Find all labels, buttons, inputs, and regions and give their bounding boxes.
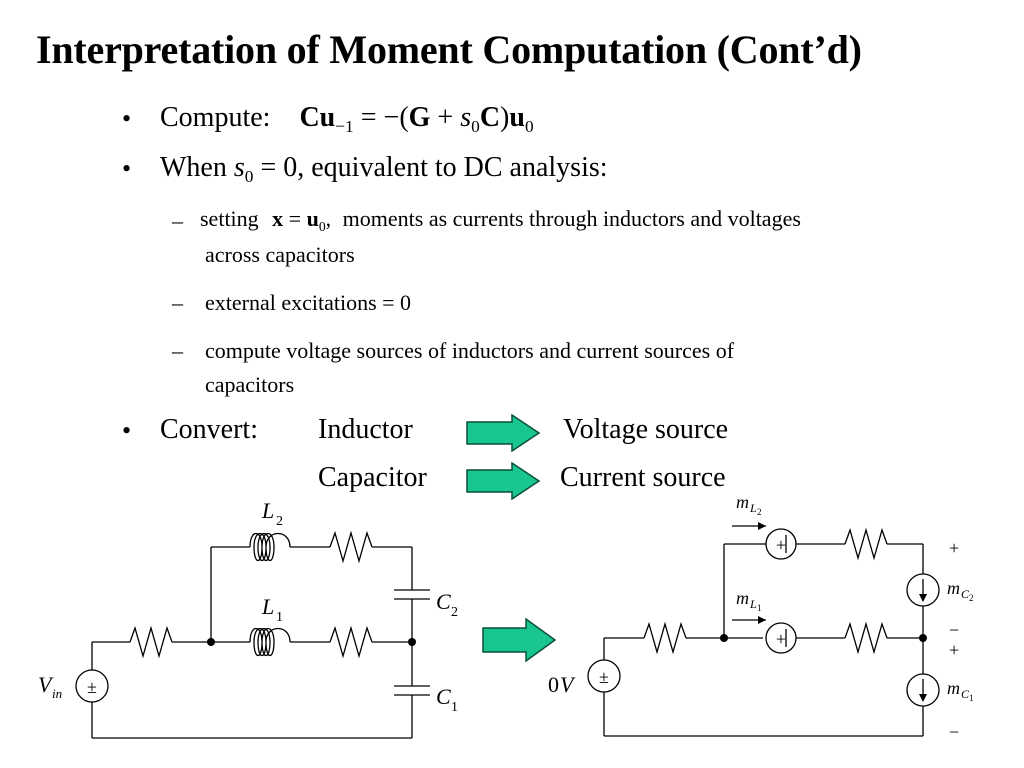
compute-equation: $Cu_{-1} = -(G + s_0C)u_0$ (299, 102, 534, 137)
sub-compute-sources-cont: capacitors (205, 372, 295, 397)
svg-text:2: 2 (757, 507, 762, 517)
resistor-icon (845, 530, 887, 558)
sub-setting-cont: across capacitors (205, 242, 355, 267)
bullet-marker: • (122, 104, 132, 133)
svg-text:−: − (949, 722, 960, 742)
resistor-icon (330, 628, 372, 656)
plus-bar-icon: + (775, 629, 787, 649)
svg-text:1: 1 (757, 603, 762, 613)
svg-text:2: 2 (969, 593, 974, 603)
svg-text:m: m (947, 678, 960, 698)
bullet-marker: • (122, 154, 132, 183)
svg-text:±: ± (87, 677, 97, 697)
plus-bar-icon: + (775, 535, 787, 555)
bullet-marker: • (122, 416, 132, 445)
convert-current-source: Current source (560, 462, 726, 493)
inductor-icon (250, 534, 290, 561)
dash-marker: – (172, 208, 183, 233)
svg-text:1: 1 (451, 700, 458, 715)
dash-marker: – (172, 290, 183, 315)
sub-compute-sources: compute voltage sources of inductors and current sources of (205, 338, 735, 363)
bullet-compute (160, 102, 534, 137)
svg-text:L: L (262, 594, 275, 619)
svg-text:m: m (736, 492, 749, 512)
slide-title: Interpretation of Moment Computation (Cont’d) (36, 27, 862, 72)
svg-text:1: 1 (969, 693, 974, 703)
compute-label: Compute: (160, 102, 271, 133)
sub-setting: setting $x = u_0$, moments as currents through inductors and voltages (200, 206, 801, 234)
resistor-icon (845, 624, 887, 652)
svg-text:C: C (436, 684, 451, 709)
svg-text:C: C (436, 589, 451, 614)
svg-text:L: L (750, 501, 757, 515)
inductor-icon (250, 629, 290, 656)
svg-text:m: m (947, 578, 960, 598)
bullet-when: When $s_0 = 0$, equivalent to DC analysis: (160, 152, 608, 187)
svg-text:−: − (949, 620, 960, 640)
convert-capacitor: Capacitor (318, 462, 427, 493)
svg-text:in: in (52, 686, 63, 701)
svg-text:L: L (262, 498, 275, 523)
svg-text:2: 2 (276, 514, 283, 529)
resistor-icon (130, 628, 172, 656)
svg-text:0: 0 (548, 672, 559, 697)
convert-inductor: Inductor (318, 414, 413, 445)
svg-text:m: m (736, 588, 749, 608)
dash-marker: – (172, 338, 183, 363)
right-circuit-diagram (520, 490, 1024, 768)
svg-text:V: V (560, 672, 574, 697)
sub-excitations: external excitations = 0 (205, 290, 412, 315)
resistor-icon (644, 624, 686, 652)
svg-text:2: 2 (451, 605, 458, 620)
convert-voltage-source: Voltage source (563, 414, 729, 445)
svg-text:+: + (949, 640, 960, 660)
resistor-icon (330, 533, 372, 561)
right-arrow-icon (466, 414, 542, 452)
svg-text:V: V (38, 672, 52, 697)
svg-text:±: ± (599, 667, 609, 687)
svg-text:L: L (750, 597, 757, 611)
svg-text:1: 1 (276, 610, 283, 625)
convert-label: Convert: (160, 414, 258, 445)
svg-text:+: + (949, 538, 960, 558)
svg-text:C: C (961, 587, 970, 601)
left-circuit-diagram (0, 490, 480, 768)
svg-text:C: C (961, 687, 970, 701)
